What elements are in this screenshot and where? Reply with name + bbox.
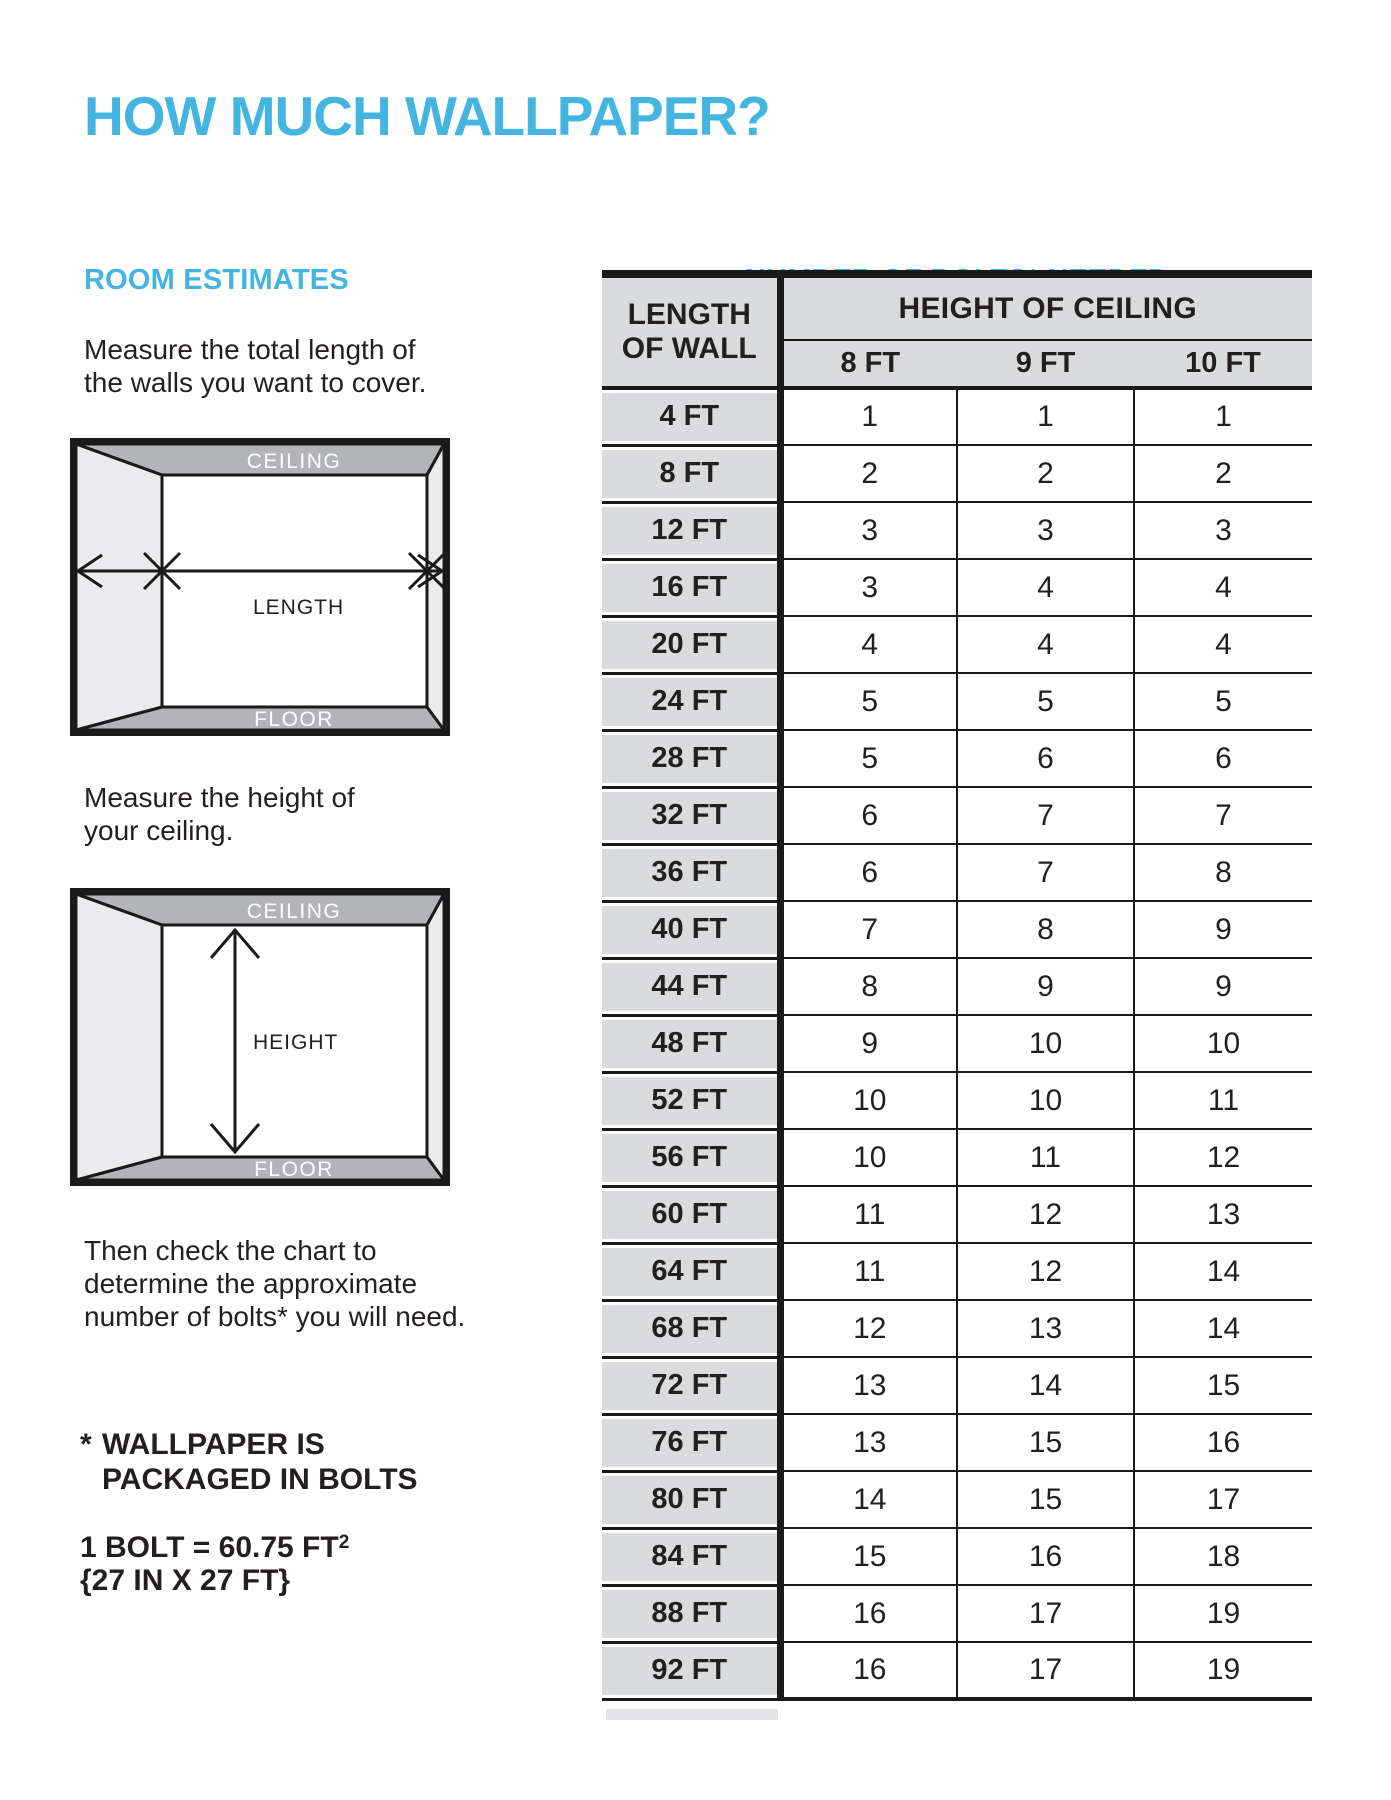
bolt-count-cell: 13 bbox=[780, 1357, 957, 1414]
bolt-count-cell: 14 bbox=[780, 1471, 957, 1528]
bolt-count-cell: 19 bbox=[1134, 1642, 1312, 1699]
section-heading-room-estimates: ROOM ESTIMATES bbox=[84, 264, 349, 296]
floor-label: FLOOR bbox=[254, 1158, 334, 1181]
bolt-count-cell: 5 bbox=[780, 673, 957, 730]
table-row bbox=[602, 1186, 1312, 1243]
table-row bbox=[602, 1243, 1312, 1300]
table-row bbox=[602, 1129, 1312, 1186]
wall-length-cell: 64 FT bbox=[602, 1243, 780, 1300]
bolt-count-cell: 3 bbox=[957, 502, 1134, 559]
bolt-count-cell: 13 bbox=[957, 1300, 1134, 1357]
bolt-count-cell: 1 bbox=[957, 388, 1134, 445]
wall-length-cell: 4 FT bbox=[602, 388, 780, 445]
bolt-count-cell: 8 bbox=[1134, 844, 1312, 901]
table-row bbox=[602, 787, 1312, 844]
table-row bbox=[602, 1585, 1312, 1642]
table-row bbox=[602, 958, 1312, 1015]
bolt-count-cell: 5 bbox=[1134, 673, 1312, 730]
ceiling-label: CEILING bbox=[246, 450, 342, 473]
table-row bbox=[602, 1471, 1312, 1528]
table-row bbox=[602, 1015, 1312, 1072]
step2-line2: your ceiling. bbox=[84, 815, 234, 846]
wall-length-cell: 28 FT bbox=[602, 730, 780, 787]
table-row bbox=[602, 730, 1312, 787]
bolt-count-cell: 16 bbox=[780, 1585, 957, 1642]
step3-line3: number of bolts* you will need. bbox=[84, 1301, 466, 1332]
bolt-count-cell: 4 bbox=[1134, 559, 1312, 616]
bolt-count-cell: 4 bbox=[1134, 616, 1312, 673]
corner-header-line1: LENGTH bbox=[627, 298, 751, 331]
bolt-count-cell: 11 bbox=[1134, 1072, 1312, 1129]
column-header-9ft: 9 FT bbox=[957, 340, 1134, 388]
bolt-count-cell: 14 bbox=[1134, 1300, 1312, 1357]
bolt-count-cell: 8 bbox=[780, 958, 957, 1015]
squared-exponent: 2 bbox=[338, 1532, 350, 1553]
footnote-line2: PACKAGED IN BOLTS bbox=[102, 1463, 418, 1496]
table-row bbox=[602, 559, 1312, 616]
bolt-count-cell: 9 bbox=[957, 958, 1134, 1015]
bolts-table bbox=[602, 270, 1312, 1701]
bolt-count-cell: 8 bbox=[957, 901, 1134, 958]
back-wall bbox=[162, 475, 427, 707]
bolt-count-cell: 2 bbox=[780, 445, 957, 502]
step1-line2: the walls you want to cover. bbox=[84, 367, 427, 398]
table-row bbox=[602, 388, 1312, 445]
bolt-table-body bbox=[602, 388, 1312, 1699]
bolt-count-cell: 5 bbox=[780, 730, 957, 787]
wall-length-cell: 20 FT bbox=[602, 616, 780, 673]
bolt-count-cell: 3 bbox=[780, 502, 957, 559]
wallpaper-footnote bbox=[80, 1427, 418, 1497]
footnote-line1: WALLPAPER IS bbox=[102, 1428, 325, 1461]
corner-header-length-of-wall bbox=[602, 274, 780, 388]
bolt-count-cell: 15 bbox=[1134, 1357, 1312, 1414]
wall-length-cell: 44 FT bbox=[602, 958, 780, 1015]
header-height-of-ceiling: HEIGHT OF CEILING bbox=[780, 274, 1312, 340]
bolt-count-cell: 1 bbox=[1134, 388, 1312, 445]
step1-line1: Measure the total length of bbox=[84, 334, 416, 365]
page-title: HOW MUCH WALLPAPER? bbox=[84, 85, 770, 147]
bolt-count-cell: 9 bbox=[1134, 901, 1312, 958]
wall-length-cell: 80 FT bbox=[602, 1471, 780, 1528]
column-header-8ft: 8 FT bbox=[780, 340, 957, 388]
step3-line1: Then check the chart to bbox=[84, 1235, 377, 1266]
bolt-count-cell: 11 bbox=[957, 1129, 1134, 1186]
bolt-size-note bbox=[80, 1526, 349, 1597]
bolt-count-cell: 14 bbox=[957, 1357, 1134, 1414]
bolt-count-cell: 16 bbox=[780, 1642, 957, 1699]
bolt-count-cell: 10 bbox=[957, 1015, 1134, 1072]
wall-length-cell: 88 FT bbox=[602, 1585, 780, 1642]
bolt-count-cell: 15 bbox=[780, 1528, 957, 1585]
bolt-count-cell: 12 bbox=[1134, 1129, 1312, 1186]
bolt-count-cell: 4 bbox=[780, 616, 957, 673]
bolt-count-cell: 10 bbox=[780, 1129, 957, 1186]
wall-length-cell: 56 FT bbox=[602, 1129, 780, 1186]
table-row bbox=[602, 445, 1312, 502]
bolt-count-cell: 18 bbox=[1134, 1528, 1312, 1585]
bolt-count-cell: 6 bbox=[1134, 730, 1312, 787]
step2-text bbox=[84, 781, 355, 847]
bolt-count-cell: 6 bbox=[780, 844, 957, 901]
wall-length-cell: 92 FT bbox=[602, 1642, 780, 1699]
table-row bbox=[602, 673, 1312, 730]
bolt-count-cell: 15 bbox=[957, 1471, 1134, 1528]
bolt-count-cell: 6 bbox=[957, 730, 1134, 787]
wall-length-cell: 12 FT bbox=[602, 502, 780, 559]
bolt-count-cell: 16 bbox=[957, 1528, 1134, 1585]
bolt-count-cell: 13 bbox=[1134, 1186, 1312, 1243]
table-row bbox=[602, 1300, 1312, 1357]
table-row bbox=[602, 616, 1312, 673]
wall-length-cell: 32 FT bbox=[602, 787, 780, 844]
table-row bbox=[602, 1072, 1312, 1129]
bolt-count-cell: 15 bbox=[957, 1414, 1134, 1471]
wall-length-cell: 16 FT bbox=[602, 559, 780, 616]
bolt-count-cell: 12 bbox=[957, 1186, 1134, 1243]
step3-line2: determine the approximate bbox=[84, 1268, 418, 1299]
bolt-count-cell: 6 bbox=[780, 787, 957, 844]
table-row bbox=[602, 1357, 1312, 1414]
bolt-count-cell: 12 bbox=[780, 1300, 957, 1357]
wall-length-cell: 72 FT bbox=[602, 1357, 780, 1414]
table-group-header-row bbox=[602, 274, 1312, 340]
right-wall bbox=[427, 894, 444, 1180]
table-row bbox=[602, 502, 1312, 559]
table-row bbox=[602, 844, 1312, 901]
room-height-diagram bbox=[70, 888, 450, 1191]
bolt-count-cell: 10 bbox=[957, 1072, 1134, 1129]
column-header-10ft: 10 FT bbox=[1134, 340, 1312, 388]
bolt-equation: 1 BOLT = 60.75 $FT^2$ bbox=[80, 1531, 350, 1564]
bolt-count-cell: 11 bbox=[780, 1186, 957, 1243]
length-label: LENGTH bbox=[253, 596, 345, 619]
bolt-count-cell: 16 bbox=[1134, 1414, 1312, 1471]
bolt-count-cell: 2 bbox=[957, 445, 1134, 502]
table-footer-stub bbox=[606, 1709, 778, 1720]
room-length-diagram bbox=[70, 438, 450, 741]
table-row bbox=[602, 1528, 1312, 1585]
bolt-count-cell: 7 bbox=[1134, 787, 1312, 844]
bolt-count-cell: 14 bbox=[1134, 1243, 1312, 1300]
bolt-count-cell: 2 bbox=[1134, 445, 1312, 502]
step2-line1: Measure the height of bbox=[84, 782, 355, 813]
wall-length-cell: 8 FT bbox=[602, 445, 780, 502]
left-wall bbox=[76, 444, 162, 730]
table-row bbox=[602, 1642, 1312, 1699]
bolt-count-cell: 12 bbox=[957, 1243, 1134, 1300]
bolt-count-cell: 7 bbox=[957, 844, 1134, 901]
wall-length-cell: 40 FT bbox=[602, 901, 780, 958]
wall-length-cell: 76 FT bbox=[602, 1414, 780, 1471]
height-label: HEIGHT bbox=[253, 1031, 339, 1054]
wall-length-cell: 52 FT bbox=[602, 1072, 780, 1129]
table-row bbox=[602, 901, 1312, 958]
bolt-count-cell: 17 bbox=[957, 1585, 1134, 1642]
bolt-count-cell: 17 bbox=[1134, 1471, 1312, 1528]
step1-text bbox=[84, 333, 426, 399]
bolt-count-cell: 4 bbox=[957, 559, 1134, 616]
bolt-count-cell: 10 bbox=[1134, 1015, 1312, 1072]
wall-length-cell: 60 FT bbox=[602, 1186, 780, 1243]
wall-length-cell: 84 FT bbox=[602, 1528, 780, 1585]
wall-length-cell: 36 FT bbox=[602, 844, 780, 901]
bolt-count-cell: 4 bbox=[957, 616, 1134, 673]
bolt-count-cell: 9 bbox=[780, 1015, 957, 1072]
wall-length-cell: 68 FT bbox=[602, 1300, 780, 1357]
bolt-count-cell: 9 bbox=[1134, 958, 1312, 1015]
wall-length-cell: 24 FT bbox=[602, 673, 780, 730]
wall-length-cell: 48 FT bbox=[602, 1015, 780, 1072]
footnote-asterisk: * bbox=[80, 1428, 92, 1461]
floor-label: FLOOR bbox=[254, 708, 334, 731]
bolt-dimensions: {27 IN X 27 FT} bbox=[80, 1564, 291, 1597]
corner-header-line2: OF WALL bbox=[621, 332, 757, 365]
table-row bbox=[602, 1414, 1312, 1471]
bolt-count-cell: 7 bbox=[780, 901, 957, 958]
bolt-count-cell: 13 bbox=[780, 1414, 957, 1471]
bolt-count-cell: 5 bbox=[957, 673, 1134, 730]
bolt-count-cell: 17 bbox=[957, 1642, 1134, 1699]
bolt-count-cell: 10 bbox=[780, 1072, 957, 1129]
bolt-count-cell: 7 bbox=[957, 787, 1134, 844]
bolt-count-cell: 11 bbox=[780, 1243, 957, 1300]
bolts-table-container bbox=[602, 270, 1312, 1701]
bolt-count-cell: 19 bbox=[1134, 1585, 1312, 1642]
ceiling-label: CEILING bbox=[246, 900, 342, 923]
bolt-count-cell: 3 bbox=[780, 559, 957, 616]
left-wall bbox=[76, 894, 162, 1180]
step3-text bbox=[84, 1234, 465, 1333]
bolt-count-cell: 1 bbox=[780, 388, 957, 445]
bolt-count-cell: 3 bbox=[1134, 502, 1312, 559]
